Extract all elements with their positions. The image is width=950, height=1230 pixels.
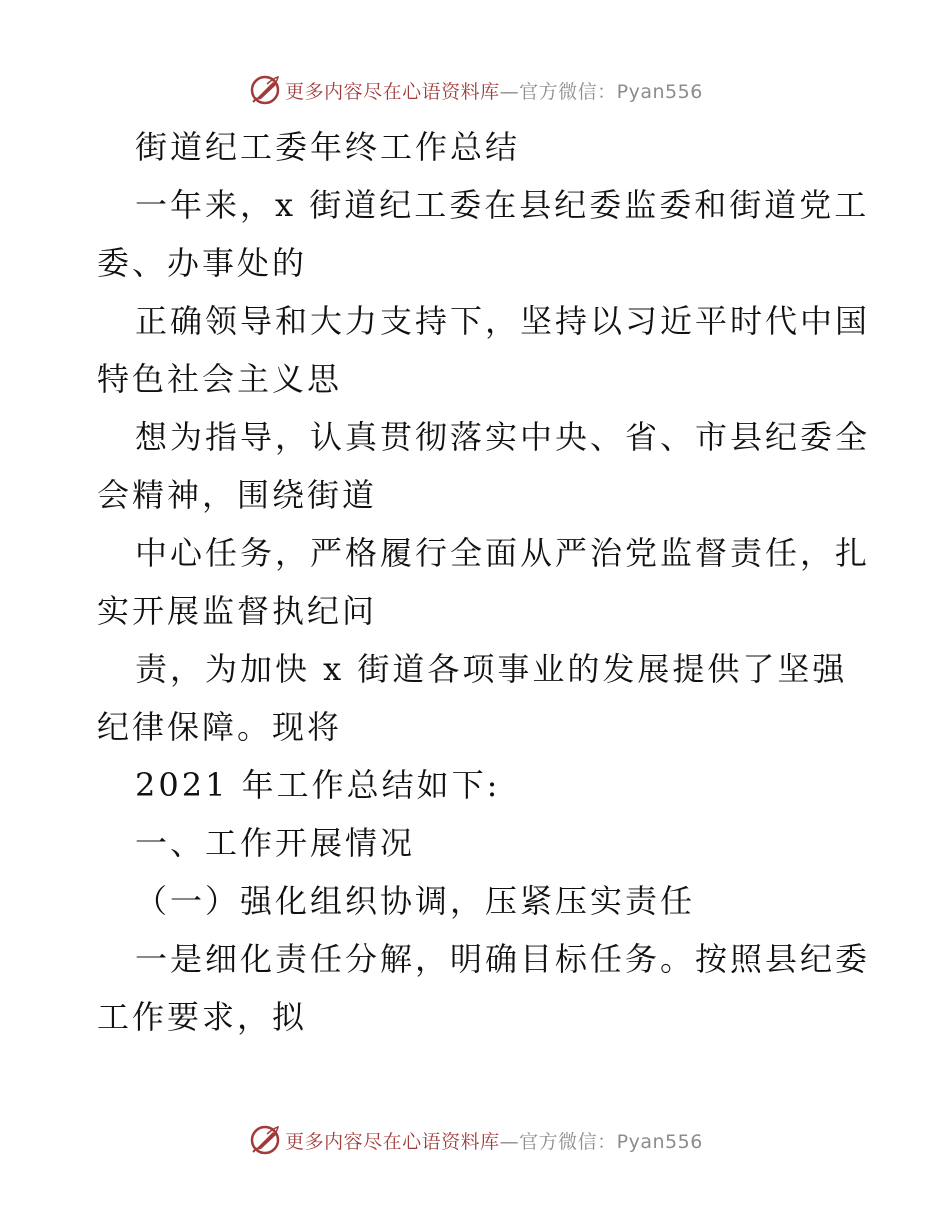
banner-text [285,1127,703,1154]
banner-contact: 官方微信：Pyan556 [519,1130,703,1153]
banner-contact: 官方微信：Pyan556 [519,80,703,103]
paragraph-line: 2021 年工作总结如下: [135,766,501,804]
paragraph-line: 一是细化责任分解，明确目标任务。按照县纪委 [135,940,871,978]
paragraph-line: 正确领导和大力支持下，坚持以习近平时代中国 [135,302,871,340]
document-body [97,118,871,1046]
paragraph-line: 想为指导，认真贯彻落实中央、省、市县纪委全 [135,418,871,456]
section-heading: 一、工作开展情况 [135,824,416,862]
paragraph-line: 一年来，x 街道纪工委在县纪委监委和街道党工 [135,186,870,224]
paragraph-line: 会精神，围绕街道 [97,476,378,514]
paragraph-line: 责，为加快 x 街道各项事业的发展提供了坚强 [135,650,848,688]
feather-pen-logo-icon [247,72,283,108]
paragraph-line: 纪律保障。现将 [97,708,343,746]
paragraph-line: 实开展监督执纪问 [97,592,378,630]
header-banner [0,70,950,110]
footer-banner [0,1120,950,1160]
banner-separator: — [499,1130,520,1153]
paragraph-line: 中心任务，严格履行全面从严治党监督责任，扎 [135,534,871,572]
banner-brand: 更多内容尽在心语资料库 [285,1130,500,1153]
paragraph-line: 工作要求，拟 [97,998,308,1036]
paragraph-line: 特色社会主义思 [97,360,343,398]
paragraph-line: 委、办事处的 [97,244,308,282]
feather-pen-logo-icon [247,1122,283,1158]
banner-text [285,77,703,104]
subsection-heading: （一）强化组织协调，压紧压实责任 [135,882,696,920]
banner-brand: 更多内容尽在心语资料库 [285,80,500,103]
banner-separator: — [499,80,520,103]
document-title: 街道纪工委年终工作总结 [135,128,521,166]
